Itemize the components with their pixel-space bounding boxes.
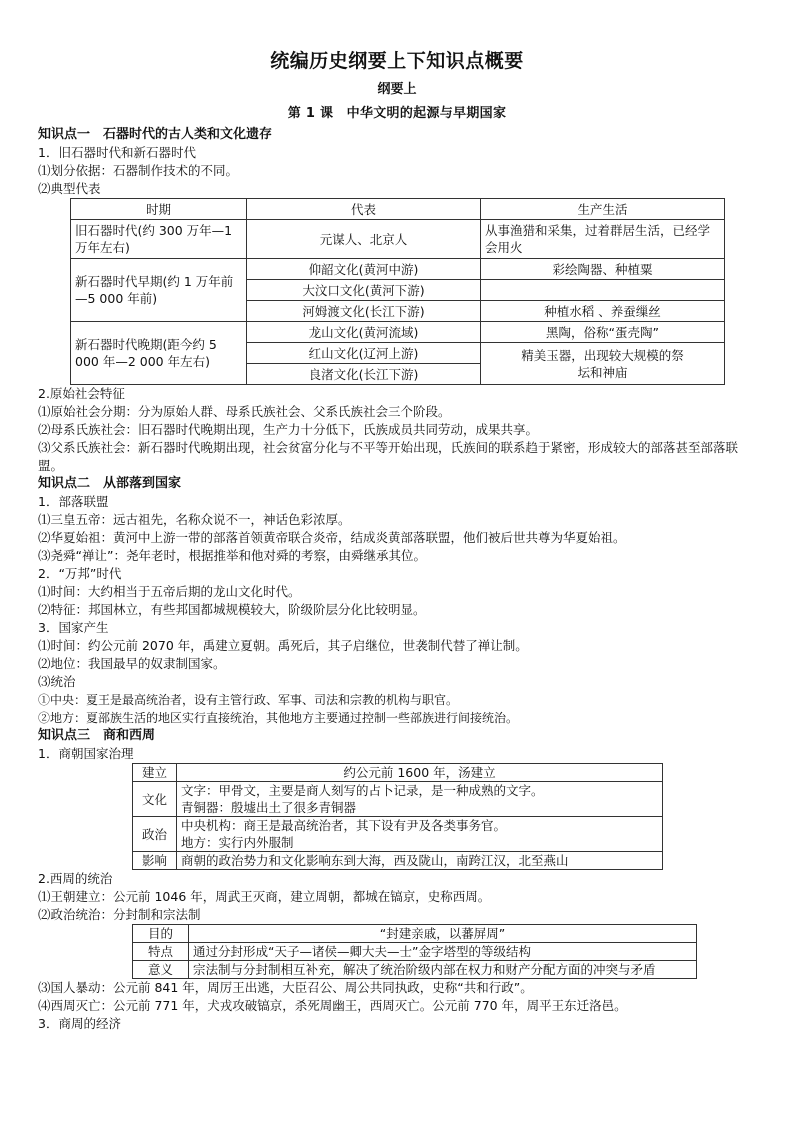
kp3-heading: 知识点三 商和西周 bbox=[38, 728, 156, 743]
table-cell: 河姆渡文化(长江下游) bbox=[247, 301, 481, 322]
kp1-line: 1．旧石器时代和新石器时代 bbox=[38, 145, 196, 160]
table-cell: 宗法制与分封制相互补充，解决了统治阶级内部在权力和财产分配方面的冲突与矛盾 bbox=[189, 961, 697, 979]
kp1-line: ⑵母系氏族社会：旧石器时代晚期出现，生产力十分低下，氏族成员共同劳动，成果共享。 bbox=[38, 422, 539, 437]
table-header: 时期 bbox=[71, 199, 247, 220]
table-row bbox=[71, 322, 725, 343]
table-label: 特点 bbox=[133, 943, 189, 961]
table-cell: 通过分封形成“天子—诸侯—卿大夫—士”金字塔型的等级结构 bbox=[189, 943, 697, 961]
table-cell: “封建亲戚，以蕃屏周” bbox=[189, 925, 697, 943]
kp1-heading: 知识点一 石器时代的古人类和文化遗存 bbox=[38, 127, 273, 142]
table-label: 建立 bbox=[133, 764, 177, 782]
kp3-line: ⑷西周灭亡：公元前 771 年，犬戎攻破镐京，杀死周幽王，西周灭亡。公元前 770 年，周平王东迁洛邑。 bbox=[38, 998, 627, 1013]
kp2-line: ⑶尧舜“禅让”：尧年老时，根据推举和他对舜的考察，由舜继承其位。 bbox=[38, 548, 426, 563]
table-header: 生产生活 bbox=[481, 199, 725, 220]
document-content bbox=[38, 126, 760, 1033]
kp1-line: ⑶父系氏族社会：新石器时代晚期出现，社会贫富分化与不平等开始出现，氏族间的联系趋于紧密，形成较大的部落甚至部落联盟。 bbox=[38, 440, 739, 473]
kp3-line: 2.西周的统治 bbox=[38, 871, 113, 886]
kp2-line: ①中央：夏王是最高统治者，设有主管行政、军事、司法和宗教的机构与职官。 bbox=[38, 693, 459, 707]
kp3-line: 3．商周的经济 bbox=[38, 1016, 121, 1031]
table-cell: 仰韶文化(黄河中游) bbox=[247, 259, 481, 280]
table-row bbox=[133, 943, 697, 961]
kp2-line: 2．“万邦”时代 bbox=[38, 566, 122, 581]
table-header-row bbox=[71, 199, 725, 220]
table-cell: 黑陶，俗称“蛋壳陶” bbox=[481, 322, 725, 343]
table-cell-line: 文字：甲骨文，主要是商人刻写的占卜记录，是一种成熟的文字。 bbox=[181, 783, 544, 798]
kp2-line: ⑴三皇五帝：远古祖先，名称众说不一，神话色彩浓厚。 bbox=[38, 512, 351, 527]
table-row bbox=[133, 817, 663, 852]
table-cell: 种植水稻 、养蚕缫丝 bbox=[481, 301, 725, 322]
kp2-line: ⑴时间：大约相当于五帝后期的龙山文化时代。 bbox=[38, 584, 301, 599]
table-header: 代表 bbox=[247, 199, 481, 220]
table-cell: 精美玉器，出现较大规模的祭坛和神庙 bbox=[481, 343, 725, 385]
table-cell-line: 青铜器：殷墟出土了很多青铜器 bbox=[181, 800, 357, 815]
table-cell: 商朝的政治势力和文化影响东到大海，西及陇山，南跨江汉，北至燕山 bbox=[177, 852, 663, 870]
table-label: 目的 bbox=[133, 925, 189, 943]
table-row bbox=[133, 925, 697, 943]
zhou-system-table bbox=[132, 924, 697, 979]
kp2-line: 3．国家产生 bbox=[38, 620, 109, 635]
table-label: 政治 bbox=[133, 817, 177, 852]
kp2-line: 1．部落联盟 bbox=[38, 494, 109, 509]
table-row bbox=[133, 852, 663, 870]
table-cell: 新石器时代晚期(距今约 5 000 年—2 000 年左右) bbox=[71, 322, 247, 385]
table-cell: 元谋人、北京人 bbox=[247, 220, 481, 259]
table-cell: 大汶口文化(黄河下游) bbox=[247, 280, 481, 301]
shang-governance-table bbox=[132, 763, 663, 870]
table-cell-line: 地方：实行内外服制 bbox=[181, 835, 294, 850]
table-row bbox=[133, 961, 697, 979]
table-cell: 红山文化(辽河上游) bbox=[247, 343, 481, 364]
table-cell bbox=[177, 817, 663, 852]
table-label: 文化 bbox=[133, 782, 177, 817]
kp3-line: ⑶国人暴动：公元前 841 年，周厉王出逃，大臣召公、周公共同执政，史称“共和行政”。 bbox=[38, 980, 533, 995]
kp1-line: 2.原始社会特征 bbox=[38, 386, 125, 401]
document-title: 统编历史纲要上下知识点概要 bbox=[270, 50, 524, 72]
table-cell-line: 中央机构：商王是最高统治者，其下设有尹及各类事务官。 bbox=[181, 818, 507, 833]
kp1-line: ⑵典型代表 bbox=[38, 181, 101, 196]
kp2-line: ⑵华夏始祖：黄河中上游一带的部落首领黄帝联合炎帝，结成炎黄部落联盟，他们被后世共尊为华夏始祖。 bbox=[38, 530, 626, 545]
table-row bbox=[133, 764, 663, 782]
table-cell-empty bbox=[481, 280, 725, 301]
kp2-line: ⑵特征：邦国林立，有些邦国都城规模较大，阶级阶层分化比较明显。 bbox=[38, 602, 426, 617]
kp3-line: ⑴王朝建立：公元前 1046 年，周武王灭商，建立周朝，都城在镐京，史称西周。 bbox=[38, 889, 491, 904]
kp3-line: ⑵政治统治：分封制和宗法制 bbox=[38, 907, 201, 922]
kp1-line: ⑴原始社会分期：分为原始人群、母系氏族社会、父系氏族社会三个阶段。 bbox=[38, 404, 451, 419]
kp1-line: ⑴划分依据：石器制作技术的不同。 bbox=[38, 163, 239, 178]
table-cell: 新石器时代早期(约 1 万年前—5 000 年前) bbox=[71, 259, 247, 322]
table-cell: 约公元前 1600 年，汤建立 bbox=[177, 764, 663, 782]
table-cell: 龙山文化(黄河流域) bbox=[247, 322, 481, 343]
table-cell: 从事渔猎和采集，过着群居生活，已经学会用火 bbox=[481, 220, 725, 259]
table-row bbox=[71, 259, 725, 280]
table-cell: 彩绘陶器、种植粟 bbox=[481, 259, 725, 280]
kp2-line: ⑶统治 bbox=[38, 674, 76, 689]
table-row bbox=[133, 782, 663, 817]
lesson-title: 第 1 课 中华文明的起源与早期国家 bbox=[287, 106, 507, 121]
kp2-line: ⑴时间：约公元前 2070 年，禹建立夏朝。禹死后，其子启继位，世袭制代替了禅让制。 bbox=[38, 638, 528, 653]
kp2-line: ②地方：夏部族生活的地区实行直接统治，其他地方主要通过控制一些部族进行间接统治。 bbox=[38, 711, 519, 725]
table-row bbox=[71, 220, 725, 259]
document-subtitle: 纲要上 bbox=[377, 82, 417, 97]
table-label: 意义 bbox=[133, 961, 189, 979]
kp2-line: ⑵地位：我国最早的奴隶制国家。 bbox=[38, 656, 226, 671]
table-cell bbox=[177, 782, 663, 817]
table-cell: 旧石器时代(约 300 万年—1 万年左右) bbox=[71, 220, 247, 259]
table-label: 影响 bbox=[133, 852, 177, 870]
stone-age-table bbox=[70, 198, 725, 385]
kp3-line: 1．商朝国家治理 bbox=[38, 746, 134, 761]
table-cell: 良渚文化(长江下游) bbox=[247, 364, 481, 385]
kp2-heading: 知识点二 从部落到国家 bbox=[38, 476, 182, 491]
